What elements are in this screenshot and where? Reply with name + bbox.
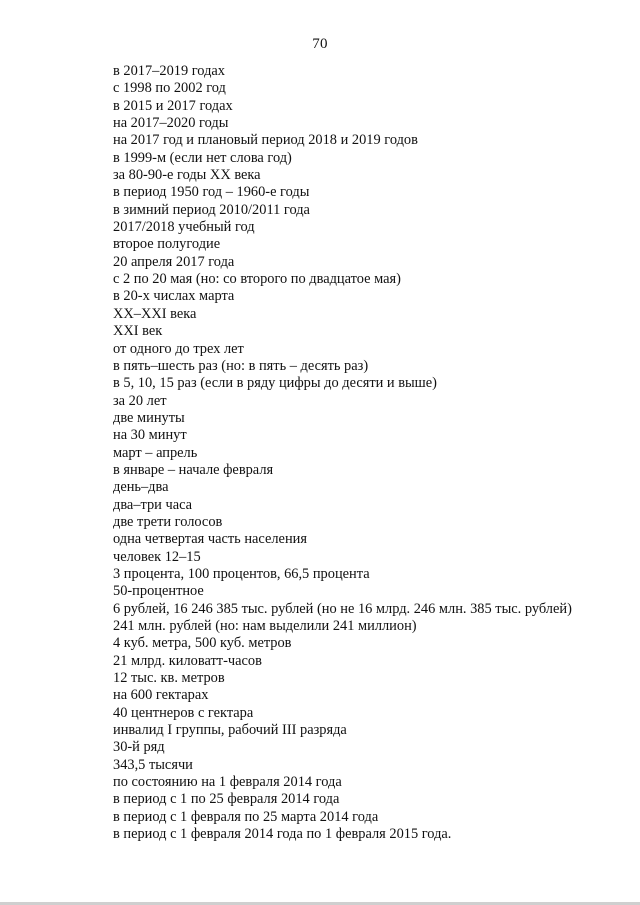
page-number: 70 <box>312 36 328 52</box>
text-line: в 5, 10, 15 раз (если в ряду цифры до десяти и выше) <box>113 375 437 392</box>
text-line: две трети голосов <box>113 513 223 530</box>
text-line: за 20 лет <box>113 392 167 409</box>
text-line: две минуты <box>113 409 185 426</box>
text-line: 241 млн. рублей (но: нам выделили 241 миллион) <box>113 618 417 634</box>
text-line: в 2017–2019 годах <box>113 63 225 79</box>
text-line: второе полугодие <box>113 236 221 253</box>
text-line: 6 рублей, 16 246 385 тыс. рублей (но не 16 млрд. 246 млн. 385 тыс. рублей) <box>113 600 572 617</box>
text-line: день–два <box>113 479 169 496</box>
text-line: в зимний период 2010/2011 года <box>113 201 310 218</box>
text-line: на 2017–2020 годы <box>113 115 229 132</box>
text-line: 20 апреля 2017 года <box>113 253 235 270</box>
text-line: 50-процентное <box>113 583 204 600</box>
text-line: 2017/2018 учебный год <box>113 219 255 236</box>
text-line: 12 тыс. кв. метров <box>113 670 225 687</box>
text-line: в 20-х числах марта <box>113 288 235 305</box>
text-line: в 1999-м (если нет слова год) <box>113 149 292 166</box>
text-line: инвалид I группы, рабочий III разряда <box>113 722 347 739</box>
text-line: на 600 гектарах <box>113 687 209 704</box>
text-line: в период с 1 февраля 2014 года по 1 февраля 2015 года. <box>113 826 452 843</box>
text-line: 21 млрд. киловатт-часов <box>113 652 262 669</box>
text-line: с 2 по 20 мая (но: со второго по двадцатое мая) <box>113 271 401 288</box>
text-line: одна четвертая часть населения <box>113 531 307 548</box>
text-line: 30-й ряд <box>113 739 165 756</box>
text-line: 3 процента, 100 процентов, 66,5 процента <box>113 565 370 582</box>
text-line: человек 12–15 <box>113 548 201 565</box>
text-line: на 2017 год и плановый период 2018 и 2019 годов <box>113 132 418 149</box>
text-line: два–три часа <box>113 496 193 513</box>
text-line: 343,5 тысячи <box>113 756 193 773</box>
text-line: март – апрель <box>113 444 198 461</box>
text-line: в период с 1 по 25 февраля 2014 года <box>113 791 340 808</box>
text-line: в январе – начале февраля <box>113 461 274 478</box>
text-line: 40 центнеров с гектара <box>113 704 254 721</box>
text-line: в период с 1 февраля по 25 марта 2014 года <box>113 808 379 825</box>
text-line: за 80-90-е годы XX века <box>113 167 261 184</box>
text-line: 4 куб. метра, 500 куб. метров <box>113 635 292 652</box>
text-line: в период 1950 год – 1960-е годы <box>113 184 310 201</box>
text-line: по состоянию на 1 февраля 2014 года <box>113 774 342 791</box>
text-line: с 1998 по 2002 год <box>113 80 226 97</box>
examples-list <box>113 63 623 843</box>
text-line: на 30 минут <box>113 427 187 444</box>
text-line: от одного до трех лет <box>113 340 244 357</box>
text-line: XX–XXI века <box>113 305 197 322</box>
text-line: XXI век <box>113 323 163 340</box>
text-line: в 2015 и 2017 годах <box>113 97 233 114</box>
text-line: в пять–шесть раз (но: в пять – десять раз) <box>113 357 369 374</box>
